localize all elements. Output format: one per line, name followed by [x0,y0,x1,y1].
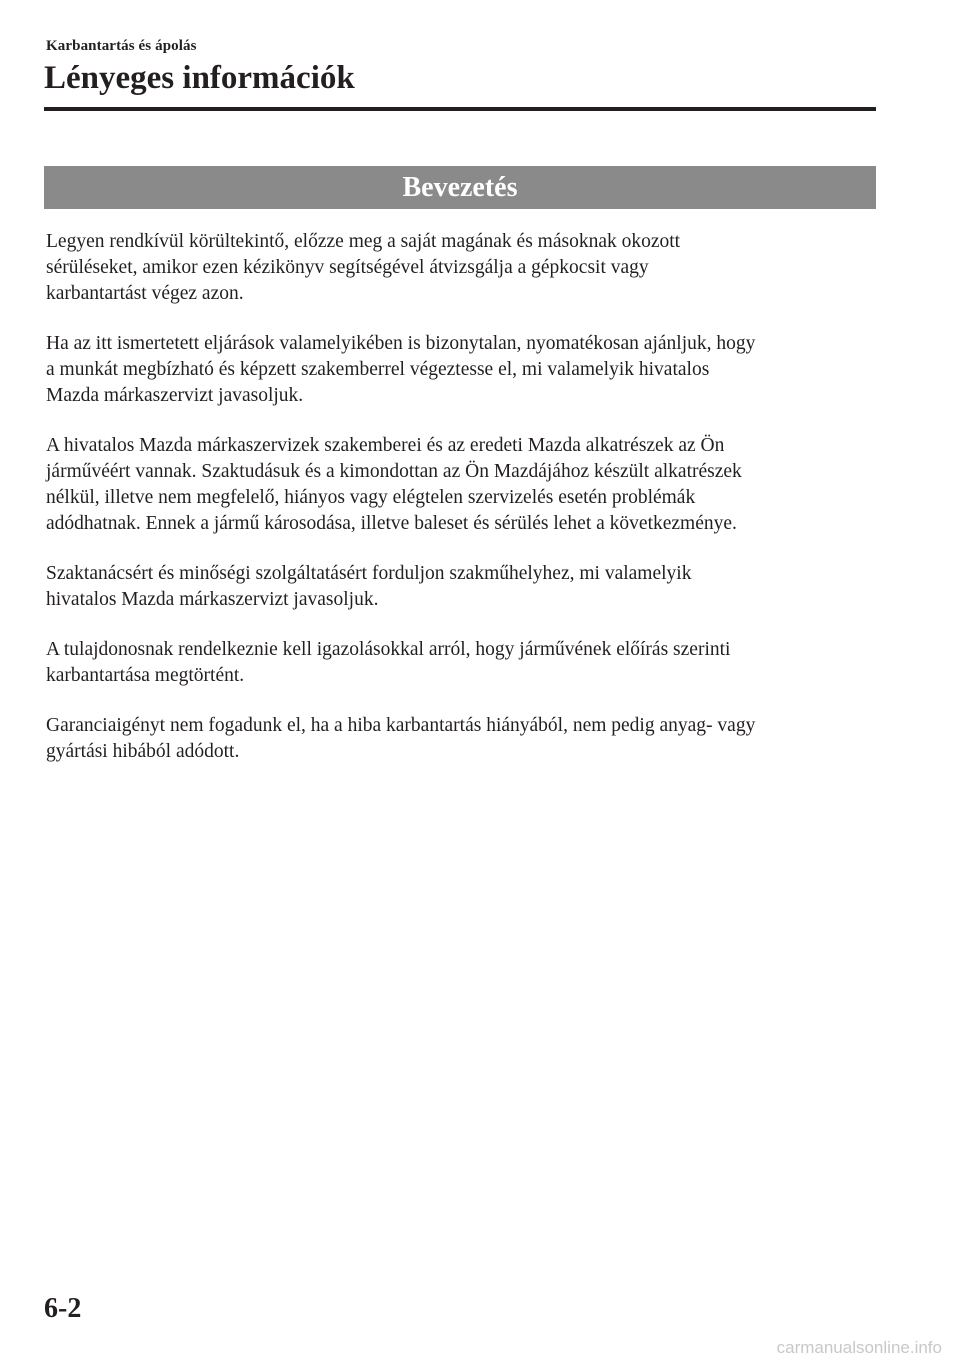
page-number: 6-2 [44,1293,82,1324]
paragraph: Legyen rendkívül körültekintő, előzze meg a saját magának és másoknak okozott sérüléseket, amikor ezen kézikönyv segítségével átvizsgálja a gépkocsit vagy karbantartást végez azon. [46,231,681,304]
breadcrumb: Karbantartás és ápolás [46,38,197,54]
paragraph: A hivatalos Mazda márkaszervizek szakemberei és az eredeti Mazda alkatrészek az Ön járművéért vannak. Szaktudásuk és a kimondottan az Ön Mazdájához készült alkatrészek nélkül, illetve nem megfelelő, hiányos vagy elégtelen szervizelés esetén problémák adódhatnak. Ennek a jármű károsodása, illetve baleset és sérülés lehet a következménye. [46,435,742,534]
paragraph: A tulajdonosnak rendelkeznie kell igazolásokkal arról, hogy járművének előírás szerinti karbantartása megtörtént. [46,639,731,686]
paragraph: Szaktanácsért és minőségi szolgáltatásért forduljon szakműhelyhez, mi valamelyik hivatalos Mazda márkaszervizt javasoljuk. [46,563,692,610]
paragraph: Garanciaigényt nem fogadunk el, ha a hiba karbantartás hiányából, nem pedig anyag- vagy gyártási hibából adódott. [46,715,756,762]
paragraph: Ha az itt ismertetett eljárások valamelyikében is bizonytalan, nyomatékosan ajánljuk, hogy a munkát megbízható és képzett szakemberrel végeztesse el, mi valamelyik hivatalos Mazda márkaszervizt javasoljuk. [46,333,756,406]
section-heading: Bevezetés [44,166,876,209]
title-divider [44,107,876,111]
body-content [46,229,876,789]
watermark: carmanualsonline.info [776,1338,942,1357]
page-title: Lényeges információk [44,60,355,96]
